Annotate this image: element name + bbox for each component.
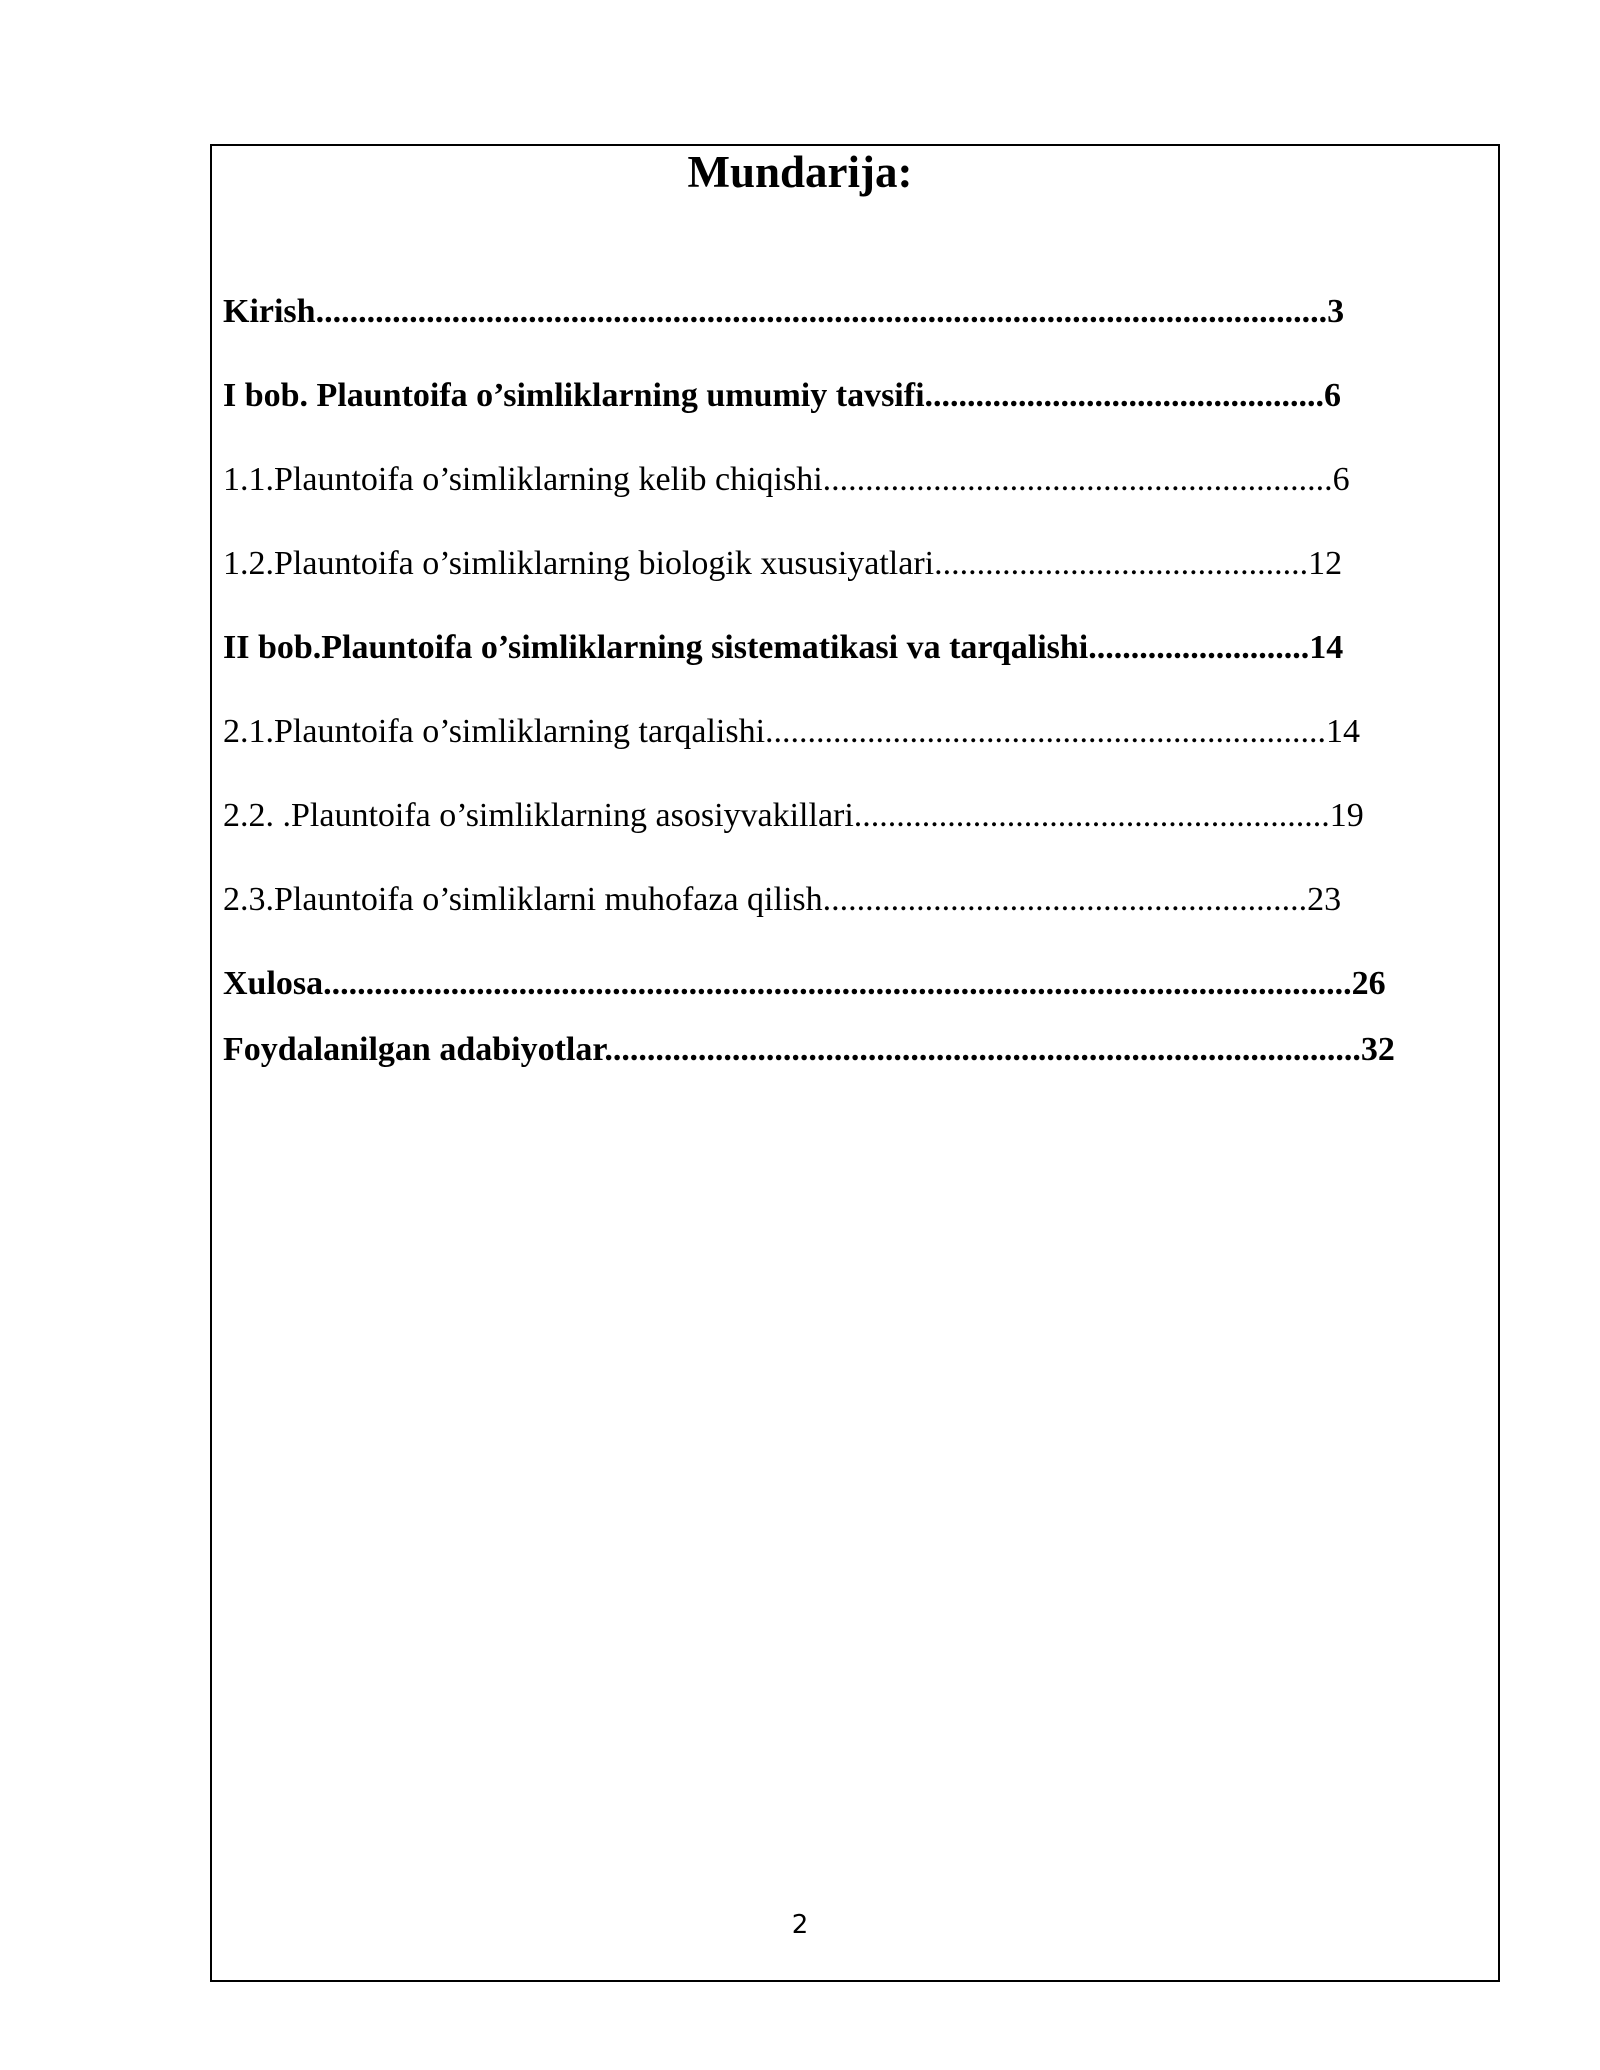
- toc-entry-section-1-2: 1.2.Plauntoifa o’simliklarning biologik xususiyatlari............................................12: [223, 545, 1343, 582]
- toc-entry-kirish: Kirish.......................................................................................................................3: [223, 293, 1345, 330]
- toc-entry-section-2-1: 2.1.Plauntoifa o’simliklarning tarqalishi..................................................................14: [223, 713, 1361, 750]
- page-number: 2: [791, 1910, 809, 1940]
- toc-entry-section-1-1: 1.1.Plauntoifa o’simliklarning kelib chiqishi............................................................6: [223, 461, 1350, 498]
- toc-entry-chapter-2: II bob.Plauntoifa o’simliklarning sistematikasi va tarqalishi..........................14: [223, 629, 1344, 666]
- toc-entry-section-2-2: 2.2. .Plauntoifa o’simliklarning asosiyvakillari........................................................19: [223, 797, 1364, 834]
- toc-entry-section-2-3: 2.3.Plauntoifa o’simliklarni muhofaza qilish.........................................................23: [223, 881, 1342, 918]
- toc-entry-chapter-1: I bob. Plauntoifa o’simliklarning umumiy tavsifi...............................................6: [223, 377, 1342, 414]
- toc-title: Mundarija:: [687, 147, 913, 197]
- toc-entry-xulosa: Xulosa.........................................................................................................................26: [223, 965, 1386, 1002]
- toc-entry-references: Foydalanilgan adabiyotlar.........................................................................................32: [223, 1031, 1395, 1068]
